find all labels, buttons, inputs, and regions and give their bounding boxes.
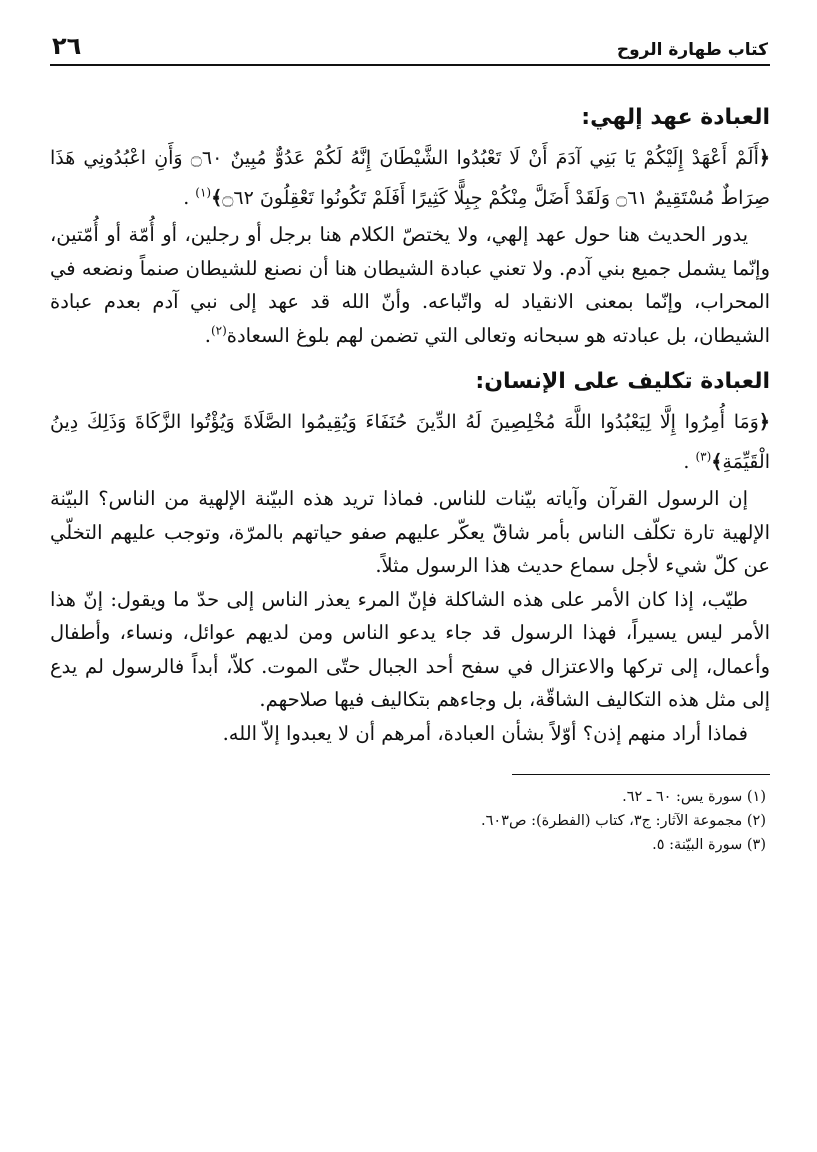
footnote-3: (٣) سورة البيّنة: ٥. xyxy=(652,837,766,853)
paragraph-worship-only-god: فماذا أراد منهم إذن؟ أوّلاً بشأن العبادة، أمرهم أن لا يعبدوا إلاّ الله. xyxy=(222,721,748,745)
paragraph-covenant-text: يدور الحديث هنا حول عهد إلهي، ولا يختصّ الكلام هنا برجل أو رجلين، أو أُمّة أو أُمّتين، وإنّما يشمل جميع بني آدم. ولا تعني عبادة الشيطان هنا أن نصنع للشيطان صنماً ونضعه في المحراب، وإنّما بمعنى الانقياد له واتّباعه. وأنّ الله قد عهد إلى نبي آدم بعدم عبادة الشيطان، بل عبادته هو سبحانه وتعالى التي تضمن لهم بلوغ السعادة xyxy=(50,223,770,347)
verse-end-period: . xyxy=(683,451,690,473)
running-header xyxy=(50,26,770,66)
quran-close-bracket: ﴾ xyxy=(211,187,223,209)
paragraph-hardship: طيّب، إذا كان الأمر على هذه الشاكلة فإنّ المرء يعذر الناس إلى حدّ ما ويقول: إنّ هذا الأمر ليس يسيراً، فهذا الرسول قد جاء يدعو الناس ومن لديهم عوائل، ونساء، وأطفال وأعمال، إلى تركها والاعتزال في سفح أحد الجبال حتّى الموت. كلاّ، أبداً فالرسول لم يدع إلى مثل هذه التكاليف الشاقّة، بل وجاءهم بتكاليف فيها صلاحهم. xyxy=(50,587,770,711)
footnote-2: (٢) مجموعة الآثار: ج٣، كتاب (الفطرة): ص٦٠٣. xyxy=(480,813,766,829)
footnote-ref-3[interactable]: (٣) xyxy=(695,449,712,464)
section-heading-covenant: العبادة عهد إلهي: xyxy=(581,105,770,130)
page-number: ٢٦ xyxy=(52,32,82,60)
quran-verse-text: وَمَا أُمِرُوا إِلَّا لِيَعْبُدُوا اللَّهَ مُخْلِصِينَ لَهُ الدِّينَ حُنَفَاءَ وَيُقِيمُوا الصَّلَاةَ وَيُؤْتُوا الزَّكَاةَ وَذَلِكَ دِينُ الْقَيِّمَةِ xyxy=(50,411,770,473)
quran-open-bracket: ﴿ xyxy=(758,147,770,169)
quran-verse-bayyina xyxy=(50,402,770,482)
footnote-ref-1[interactable]: (١) xyxy=(195,185,212,200)
paragraph-covenant xyxy=(50,218,770,352)
book-title: كتاب طهارة الروح xyxy=(616,40,768,60)
section-heading-obligation: العبادة تكليف على الإنسان: xyxy=(475,369,770,394)
paragraph-covenant-end: . xyxy=(204,323,211,347)
quran-close-bracket: ﴾ xyxy=(711,451,723,473)
footnote-ref-2[interactable]: (٢) xyxy=(210,323,227,337)
paragraph-clear-proof: إن الرسول القرآن وآياته بيّنات للناس. فماذا تريد هذه البيّنة الإلهية من الناس؟ البيّنة الإلهية تارة تكلّف الناس بأمر شاقّ يعكّر عليهم صفو حياتهم بالمرّة، وتوجب عليهم التخلّي عن كلّ شيء لأجل سماع حديث هذا الرسول مثلاً. xyxy=(50,487,770,577)
quran-verse-text: أَلَمْ أَعْهَدْ إِلَيْكُمْ يَا بَنِي آدَمَ أَنْ لَا تَعْبُدُوا الشَّيْطَانَ إِنَّهُ لَكُمْ عَدُوٌّ مُبِينٌ ۝٦٠ وَأَنِ اعْبُدُونِي هَذَا صِرَاطٌ مُسْتَقِيمٌ ۝٦١ وَلَقَدْ أَضَلَّ مِنْكُمْ جِبِلًّا كَثِيرًا أَفَلَمْ تَكُونُوا تَعْقِلُونَ ۝٦٢ xyxy=(50,147,770,209)
quran-open-bracket: ﴿ xyxy=(758,411,770,433)
quran-verse-yasin xyxy=(50,138,770,218)
book-page xyxy=(50,26,770,857)
footnote-1: (١) سورة يس: ٦٠ ـ ٦٢. xyxy=(622,789,766,805)
verse-end-period: . xyxy=(183,187,190,209)
footnotes xyxy=(50,785,770,857)
footnote-divider xyxy=(512,774,770,775)
